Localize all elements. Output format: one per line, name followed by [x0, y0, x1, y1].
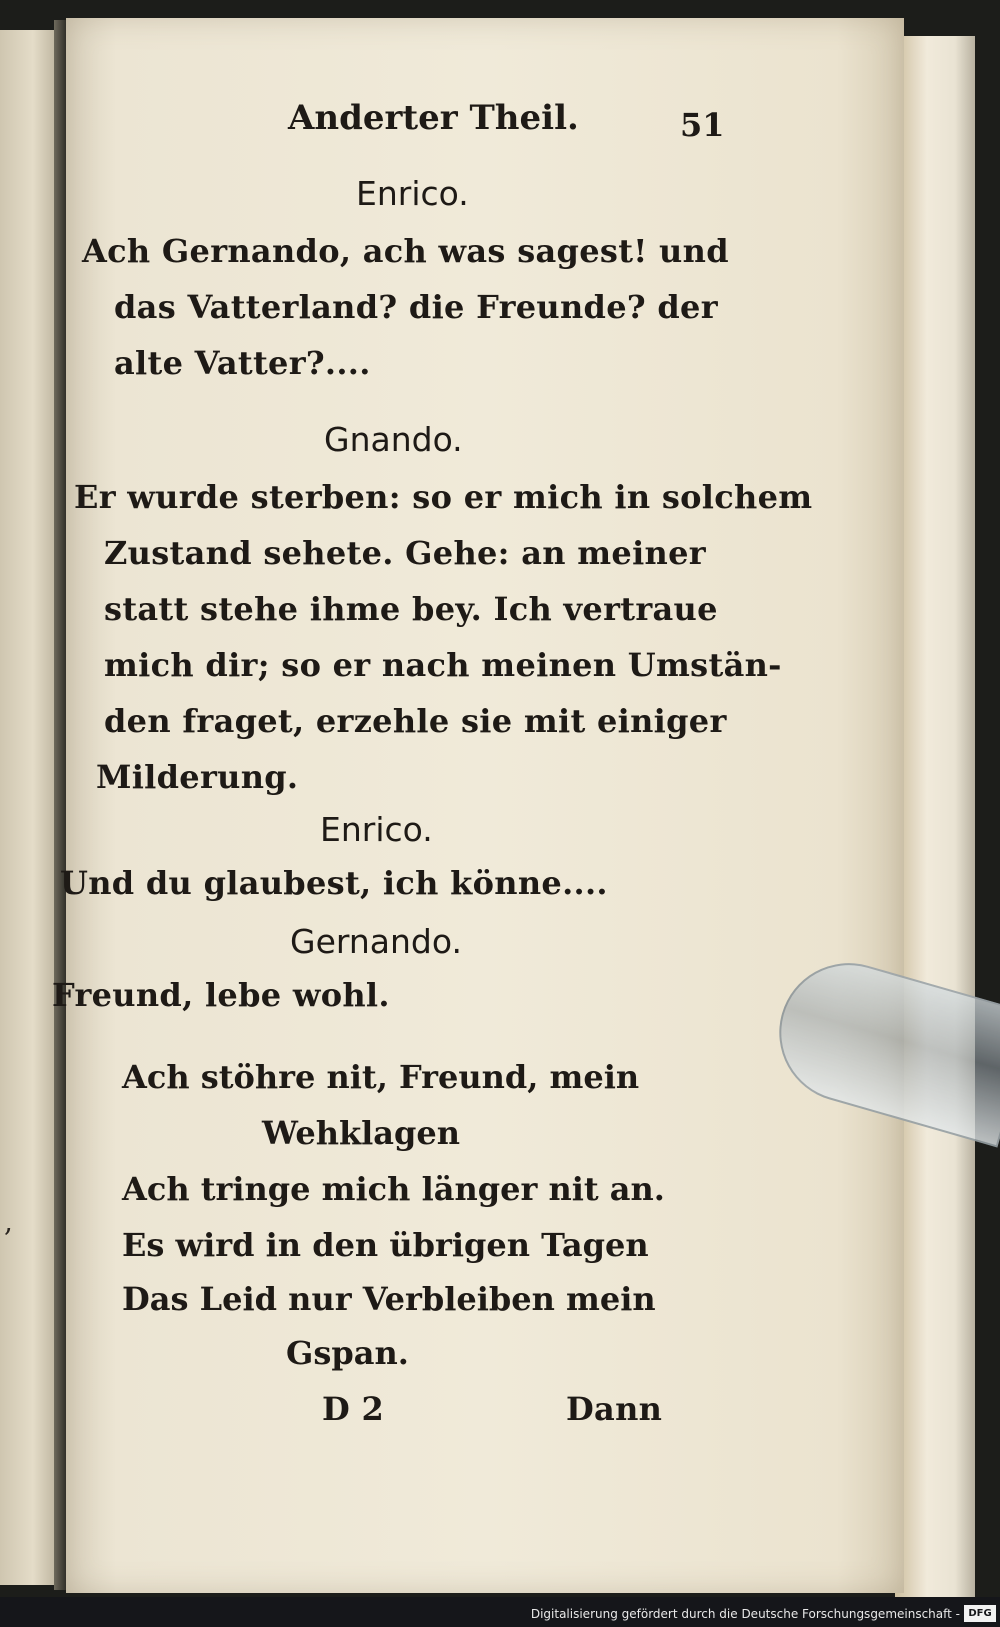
text-line: den fraget, erzehle sie mit einiger [104, 702, 727, 740]
page-stack-edge [895, 36, 975, 1606]
dfg-logo-icon: DFG [964, 1605, 996, 1622]
text-line: das Vatterland? die Freunde? der [114, 288, 718, 326]
text-line: Ach Gernando, ach was sagest! und [82, 232, 729, 270]
catchword: Dann [566, 1390, 663, 1428]
book-page [52, 18, 904, 1593]
speaker-label: Enrico. [320, 810, 433, 849]
text-line: Milderung. [96, 758, 299, 796]
running-header: Anderter Theil. [288, 98, 579, 138]
text-line: alte Vatter?.... [114, 344, 371, 382]
page-number: 51 [680, 106, 725, 144]
speaker-label: Gernando. [290, 922, 462, 961]
text-line: statt stehe ihme bey. Ich vertraue [104, 590, 718, 628]
footer-credit: Digitalisierung gefördert durch die Deutsche Forschungsgemeinschaft - [530, 1607, 960, 1621]
speaker-label: Gnando. [324, 420, 463, 459]
text-line: Und du glaubest, ich könne.... [60, 864, 608, 902]
verse-line: Gspan. [286, 1334, 409, 1372]
signature-mark: D 2 [322, 1390, 385, 1428]
text-line: mich dir; so er nach meinen Umstän- [104, 646, 782, 684]
speaker-label: Enrico. [356, 174, 469, 213]
text-line: Zustand sehete. Gehe: an meiner [104, 534, 706, 572]
verse-line: Das Leid nur Verbleiben mein [122, 1280, 656, 1318]
verse-line: Ach stöhre nit, Freund, mein [122, 1058, 640, 1096]
left-page-margin-mark: , [4, 1205, 13, 1238]
text-line: Freund, lebe wohl. [52, 976, 390, 1014]
verse-line: Es wird in den übrigen Tagen [122, 1226, 649, 1264]
left-page-fragment [0, 30, 60, 1585]
footer-bar [0, 1597, 1000, 1627]
verse-line: Ach tringe mich länger nit an. [122, 1170, 665, 1208]
verse-line: Wehklagen [262, 1114, 461, 1152]
text-line: Er wurde sterben: so er mich in solchem [74, 478, 813, 516]
